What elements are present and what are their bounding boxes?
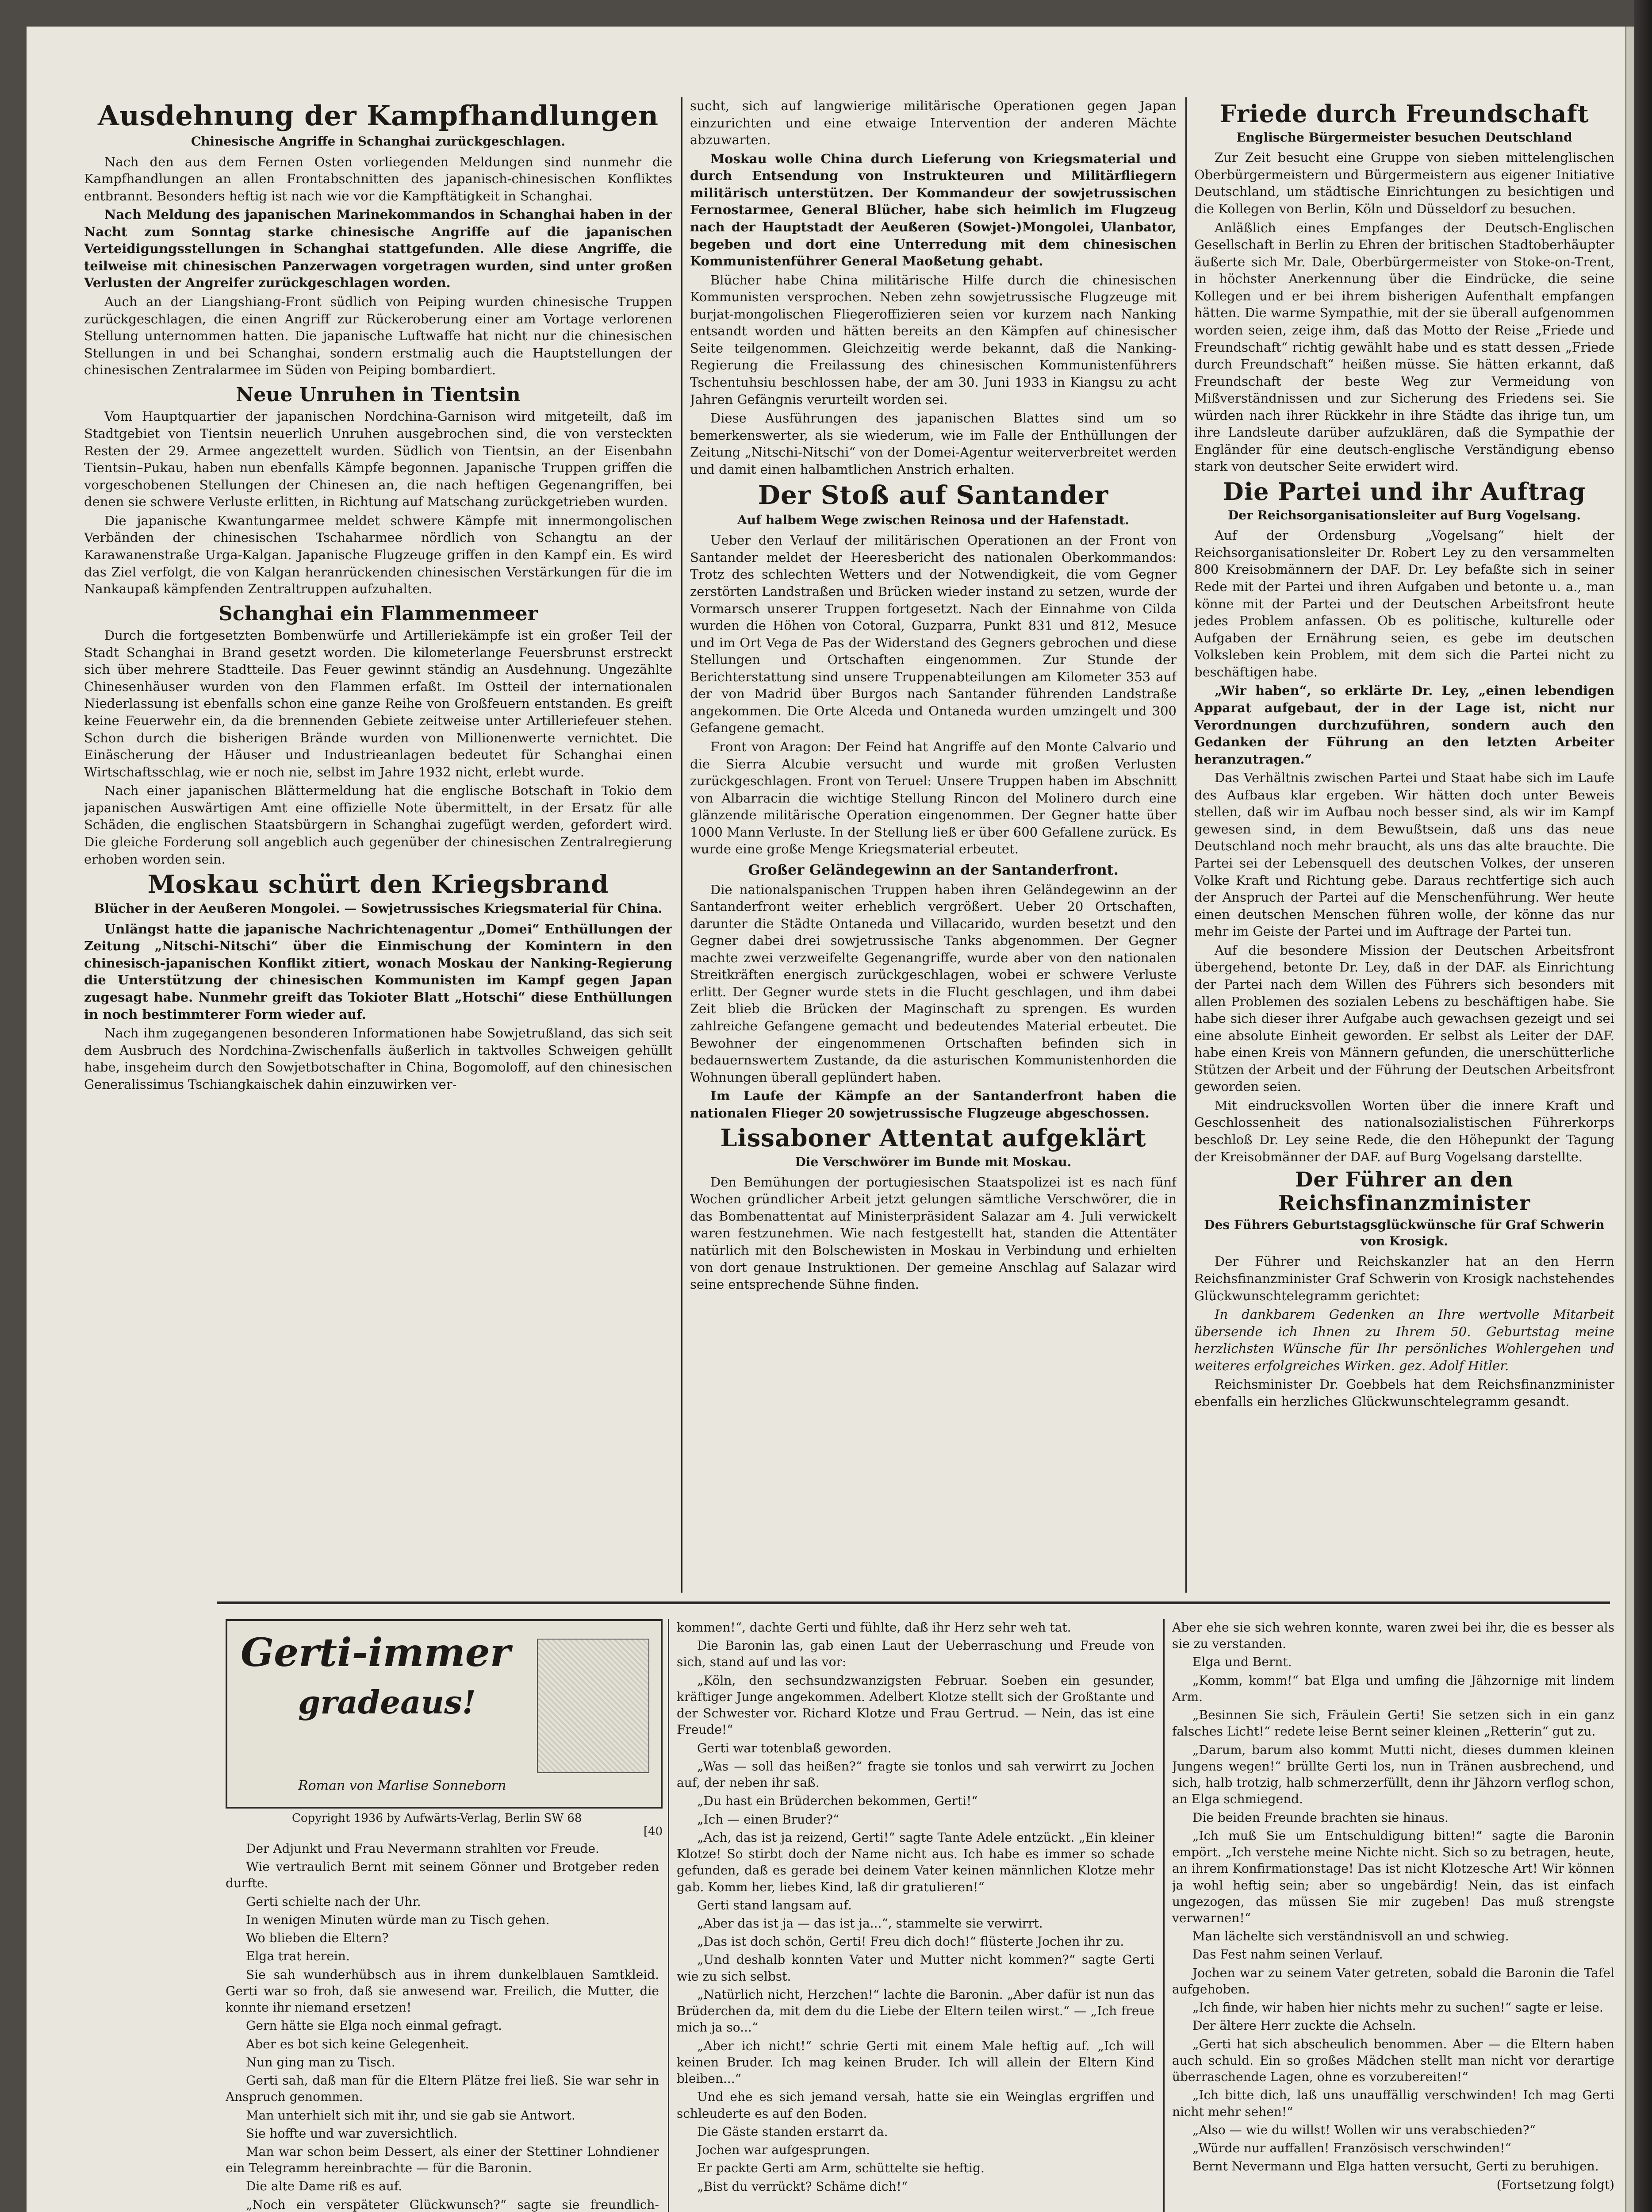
paragraph: „Was — soll das heißen?“ fragte sie tonlos und sah verwirrt zu Jochen auf, der neben ihr saß. [677,1759,1154,1790]
copyright-line: Copyright 1936 by Aufwärts-Verlag, Berlin SW 68 [292,1812,582,1825]
column-2 [690,97,1177,1593]
paragraph: Man lächelte sich verständnisvoll an und schwieg. [1192,1929,1509,1944]
headline-friede: Friede durch Freundschaft [1219,100,1589,128]
paragraph: Die japanische Kwantungarmee meldet schwere Kämpfe mit innermongolischen Verbänden der chinesischen Tschaharmee nördlich von Schangtu an der Karawanenstraße Urga-Kalgan. Japanische Flugzeuge griffen in den Kampf ein. Es wird das Ziel verfolgt, die von Kalgan heranrückenden chinesischen Verstärkungen für die im Nankaupaß kämpfenden Zentraltruppen aufzuhalten. [84,513,672,597]
paragraph: Auf die besondere Mission der Deutschen Arbeitsfront übergehend, betonte Dr. Ley, daß in der DAF. als Einrichtung der Partei nach dem Willen des Führers sich besonders mit allen Problemen des sozialen Lebens zu beschäftigen habe. Sie habe sich dieser ihrer Aufgabe auch gewachsen gezeigt und sei eine absolute Einheit geworden. Er selbst als Leiter der DAF. habe einen Kreis von Männern gefunden, die unerschütterliche Stützen der Arbeit und der Führung der Deutschen Arbeitsfront geworden seien. [1194,942,1614,1094]
subheadline: Der Reichsorganisationsleiter auf Burg Vogelsang. [1227,508,1581,523]
subheadline: Die Verschwörer im Bunde mit Moskau. [795,1154,1072,1169]
paragraph: Elga und Bernt. [1192,1655,1292,1670]
subheadline: Englische Bürgermeister besuchen Deutschland [1236,130,1572,145]
paragraph: Mit eindrucksvollen Worten über die innere Kraft und Geschlossenheit des nationalsozialistischen Führerkorps beschloß Dr. Ley seine Rede, die den Höhepunkt der Tagung der Kreisobmänner der DAF. auf Burg Vogelsang darstellte. [1194,1098,1614,1164]
paragraph: Man unterhielt sich mit ihr, und sie gab sie Antwort. [246,2108,575,2123]
novel-column-2 [677,1619,1154,2212]
headline-moskau: Moskau schürt den Kriegsbrand [147,870,609,899]
headline-lissabon: Lissaboner Attentat aufgeklärt [720,1124,1146,1152]
page-spine [1626,27,1634,2212]
paragraph: Die Baronin las, gab einen Laut der Ueberraschung und Freude von sich, stand auf und las vor: [677,1638,1154,1670]
paragraph: Moskau wolle China durch Lieferung von Kriegsmaterial und durch Entsendung von Instrukteuren und Militärfliegern militärisch unterstützen. Der Kommandeur der sowjetrussischen Fernostarmee, General Blücher, habe sich heimlich im Flugzeug nach der Hauptstadt der Aeußeren (Sowjet-)Mongolei, Ulanbator, begeben und dort eine Unterredung mit dem chinesischen Kommunistenführer General Maoßetung gehabt. [690,151,1177,269]
paragraph: „Das ist doch schön, Gerti! Freu dich doch!“ flüsterte Jochen ihr zu. [697,1934,1124,1949]
paragraph: Auch an der Liangshiang-Front südlich von Peiping wurden chinesische Truppen zurückgeschlagen, die einen Angriff zur Rückeroberung einer am Vortage verlorenen Stellung unternommen hatten. Die japanische Luftwaffe hat nicht nur die chinesischen Stellungen in und bei Schanghai, sondern erstmalig auch die Hauptstellungen der chinesischen Zentralarmee im Süden von Peiping bombardiert. [84,294,672,378]
paragraph: Nach Meldung des japanischen Marinekommandos in Schanghai haben in der Nacht zum Sonntag starke chinesische Angriffe auf die japanischen Verteidigungsstellungen in Schanghai stattgefunden. Alle diese Angriffe, die teilweise mit chinesischen Panzerwagen vorgetragen wurden, sind unter großen Verlusten der Angreifer zurückgeschlagen worden. [84,207,672,291]
paragraph: Aber es bot sich keine Gelegenheit. [246,2036,469,2051]
headline-ausdehnung: Ausdehnung der Kampfhandlungen [97,100,659,132]
paragraph: sucht, sich auf langwierige militärische Operationen gegen Japan einzurichten und eine etwaige Intervention der anderen Mächte abzuwarten. [690,98,1177,148]
paragraph: Nach einer japanischen Blättermeldung hat die englische Botschaft in Tokio dem japanischen Auswärtigen Amt eine offizielle Note übermittelt, in der Ersatz für alle Schäden, die englischen Staatsbürgern in Schanghai zugefügt werden, gefordert wird. Die gleiche Forderung soll angeblich auch gegenüber der chinesischen Zentralregierung erhoben worden sein. [84,783,672,867]
subheadline: Auf halbem Wege zwischen Reinosa und der Hafenstadt. [737,513,1129,528]
paragraph: „Noch ein verspäteter Glückwunsch?“ sagte sie freundlich- [246,2197,659,2212]
paragraph: Auf der Ordensburg „Vogelsang“ hielt der Reichsorganisationsleiter Dr. Robert Ley zu den versammelten 800 Kreisobmännern der DAF. Dr. Ley befaßte sich in seiner Rede mit der Partei und ihren Aufgaben und betonte u. a., man könne mit der Partei und der Deutschen Arbeitsfront heute jedes Problem anfassen. Ob es politische, kulturelle oder Aufgaben der Ernährung seien, es gebe im deutschen Volksleben kein Problem, mit dem sich die Partei nicht zu beschäftigen habe. [1194,528,1614,680]
subheadline: Des Führers Geburtstagsglückwünsche für Graf Schwerin von Krosigk. [1204,1217,1605,1249]
paragraph: In dankbarem Gedenken an Ihre wertvolle Mitarbeit übersende ich Ihnen zu Ihrem 50. Geburtstag meine herzlichsten Wünsche für Ihr persönliches Wohlergehen und weiteres erfolgreiches Wirken. gez. Adolf Hitler. [1194,1307,1614,1373]
paragraph: Er packte Gerti am Arm, schüttelte sie heftig. [697,2161,985,2176]
novel-column-3 [1172,1619,1614,2212]
paragraph: „Ach, das ist ja reizend, Gerti!“ sagte Tante Adele entzückt. „Ein kleiner Klotze! So stirbt doch der Name nicht aus. Ich habe es immer so schade gefunden, daß es gerade bei deinem Vater keinen männlichen Klotze mehr gab. Komm her, liebes Kind, laß dir gratulieren!“ [677,1830,1154,1894]
paragraph: Man war schon beim Dessert, als einer der Stettiner Lohndiener ein Telegramm hereinbrachte — für die Baronin. [226,2144,659,2176]
novel-title-line2: gradeaus! [298,1683,476,1721]
paragraph: Gern hätte sie Elga noch einmal gefragt. [246,2018,502,2033]
paragraph: „Bist du verrückt? Schäme dich!“ [697,2179,908,2194]
paragraph: „Und deshalb konnten Vater und Mutter nicht kommen?“ sagte Gerti wie zu sich selbst. [677,1952,1154,1984]
paragraph: Ueber den Verlauf der militärischen Operationen an der Front von Santander meldet der Heeresbericht des nationalen Oberkommandos: Trotz des schlechten Wetters und der Notwendigkeit, die vom Gegner zerstörten Landstraßen und Brücken wieder instand zu setzen, wurde der Vormarsch unserer Truppen fortgesetzt. Nach der Einnahme von Cilda wurden die Höhen von Cotoral, Guzparra, Punkt 831 und 812, Mesuce und im Ort Vega de Pas der Widerstand des Gegners gebrochen und diese Stellungen und Ortschaften eingenommen. Zur Stunde der Berichterstattung sind unsere Truppenabteilungen am Kilometer 353 auf der von Madrid über Burgos nach Santander führenden Landstraße angekommen. Die Orte Alceda und Ontaneda wurden umzingelt und 300 Gefangene gemacht. [690,533,1177,736]
paragraph: Gerti war totenblaß geworden. [697,1740,892,1755]
paragraph: „Gerti hat sich abscheulich benommen. Aber — die Eltern haben auch schuld. Ein so großes Mädchen stellt man nicht vor derartige überraschende Lagen, ohne es vorzubereiten!“ [1172,2036,1614,2085]
novel-illustration [537,1639,649,1773]
paragraph: „Natürlich nicht, Herzchen!“ lachte die Baronin. „Aber dafür ist nun das Brüderchen da, mit dem du die Liebe der Eltern teilen wirst.“ — „Ich freue mich ja so...“ [677,1987,1154,2035]
paragraph: Die nationalspanischen Truppen haben ihren Geländegewinn an der Santanderfront weiter erheblich vergrößert. Ueber 20 Ortschaften, darunter die Städte Ontaneda und Villacarido, wurden besetzt und den Gegner dabei drei sowjetrussische Tanks abgenommen. Der Gegner machte zwei verzweifelte Gegenangriffe, wurde aber von den nationalen Streitkräften energisch zurückgeschlagen, wobei er schwere Verluste erlitt. Der Gegner wurde stets in die Flucht geschlagen, und ihm dabei Zeit blieb die Brücken der Maginschaft zu sprengen. Es wurden zahlreiche Gefangene gemacht und bedeutendes Material erbeutet. Die Bewohner der eingenommenen Ortschaften befinden sich in bedauernswertem Zustande, da die asturischen Kommunistenhorden die Wohnungen überall geplündert haben. [690,882,1177,1085]
paragraph: „Also — wie du willst! Wollen wir uns verabschieden?“ [1192,2122,1536,2137]
headline-santander: Der Stoß auf Santander [758,480,1109,511]
paragraph: Wie vertraulich Bernt mit seinem Gönner und Brotgeber reden durfte. [226,1859,659,1891]
paragraph: Diese Ausführungen des japanischen Blattes sind um so bemerkenswerter, als sie wiederum, wie im Falle der Enthüllungen der Zeitung „Nitschi-Nitschi“ von der Domei-Agentur weiterverbreitet werden und damit einen halbamtlichen Anstrich erhalten. [690,411,1177,477]
column-divider [681,97,682,1593]
paragraph: Wo blieben die Eltern? [246,1931,389,1946]
paragraph: Unlängst hatte die japanische Nachrichtenagentur „Domei“ Enthüllungen der Zeitung „Nitschi-Nitschi“ über die Einmischung der Komintern in den chinesisch-japanischen Konflikt zitiert, wonach Moskau der Nanking-Regierung die Unterstützung der chinesischen Kommunisten im Kampf gegen Japan zugesagt habe. Nunmehr greift das Tokioter Blatt „Hotschi“ diese Enthüllungen in noch bestimmterer Form wieder auf. [84,921,672,1022]
subheadline: Blücher in der Aeußeren Mongolei. — Sowjetrussisches Kriegsmaterial für China. [94,901,663,916]
section-rule [217,1601,1610,1604]
continuation-note: (Fortsetzung folgt) [1496,2177,1614,2192]
novel-byline: Roman von Marlise Sonneborn [298,1778,506,1793]
paragraph: Nach ihm zugegangenen besonderen Informationen habe Sowjetrußland, das sich seit dem Ausbruch des Nordchina-Zwischenfalls äußerlich in taktvolles Schweigen gehüllt habe, insgeheim durch den Sowjetbotschafter in China, Bogomoloff, auf den chinesischen Generalissimus Tschiangkaischek dahin einzuwirken ver- [84,1025,672,1092]
paragraph: „Aber das ist ja — das ist ja...“, stammelte sie verwirrt. [697,1916,1043,1931]
paragraph: Elga trat herein. [246,1949,350,1964]
paragraph: Der Führer und Reichskanzler hat an den Herrn Reichsfinanzminister Graf Schwerin von Krosigk nachstehendes Glückwunschtelegramm gerichtet: [1194,1254,1614,1303]
paragraph: Und ehe es sich jemand versah, hatte sie ein Weinglas ergriffen und schleuderte es auf den Boden. [677,2089,1154,2121]
paragraph: Sie sah wunderhübsch aus in ihrem dunkelblauen Samtkleid. Gerti war so froh, daß sie anwesend war. Freilich, die Mutter, die konnte ihr niemand ersetzen! [226,1967,659,2015]
paragraph: Der ältere Herr zuckte die Achseln. [1192,2018,1416,2033]
paragraph: „Ich muß Sie um Entschuldigung bitten!“ sagte die Baronin empört. „Ich verstehe meine Nichte nicht. Sich so zu betragen, heute, an ihrem Konfirmationstage! Das ist nicht Klotzesche Art! Wir können ja wohl heftig sein; aber so ungebärdig! Nein, das ist einfach ungezogen, das müssen Sie mir zugeben! Das muß strengste verwarnen!“ [1172,1828,1614,1925]
paragraph: Den Bemühungen der portugiesischen Staatspolizei ist es nach fünf Wochen gründlicher Arbeit jetzt gelungen sämtliche Verschwörer, die in das Bombenattentat auf Ministerpräsident Salazar am 4. Juli verwickelt waren festzunehmen. Wie nach festgestellt hat, standen die Attentäter natürlich mit den Bolschewisten in Moskau in Verbindung und erhielten von dort genaue Instruktionen. Der gemeine Anschlag auf Salazar wird seine entsprechende Sühne finden. [690,1174,1177,1292]
paragraph: Bernt Nevermann und Elga hatten versucht, Gerti zu beruhigen. [1192,2159,1599,2174]
paragraph: Gerti schielte nach der Uhr. [246,1894,421,1909]
paragraph: Nach den aus dem Fernen Osten vorliegenden Meldungen sind nunmehr die Kampfhandlungen an allen Frontabschnitten des japanisch-chinesischen Konfliktes entbrannt. Besonders heftig ist nach wie vor die Kampftätigkeit in Schanghai. [84,154,672,204]
paragraph: Gerti stand langsam auf. [697,1897,852,1912]
novel-title-line1: Gerti-immer [241,1629,511,1675]
paragraph: Front von Aragon: Der Feind hat Angriffe auf den Monte Calvario und die Sierra Alcubie versucht und wurde mit großen Verlusten zurückgeschlagen. Front von Teruel: Unsere Truppen haben im Abschnitt von Albarracin die wichtige Stellung Rincon del Molinero durch eine glänzende militärische Operation eingenommen. Der Gegner hatte über 1000 Mann Verluste. In der Stellung ließ er über 600 Gefallene zurück. Es wurde eine große Menge Kriegsmaterial erbeutet. [690,739,1177,857]
headline-schanghai: Schanghai ein Flammenmeer [218,602,538,625]
column-3 [1194,97,1614,1593]
paragraph: Sie hoffte und war zuversichtlich. [246,2126,458,2141]
paragraph: „Du hast ein Brüderchen bekommen, Gerti!“ [697,1793,978,1809]
paragraph: Der Adjunkt und Frau Nevermann strahlten vor Freude. [246,1841,599,1856]
paragraph: „Würde nur auffallen! Französisch verschwinden!“ [1192,2141,1511,2156]
paragraph: „Komm, komm!“ bat Elga und umfing die Jähzornige mit lindem Arm. [1172,1673,1614,1704]
novel-column-1 [226,1840,659,2212]
headline-partei: Die Partei und ihr Auftrag [1223,477,1586,506]
headline-tientsin: Neue Unruhen in Tientsin [236,383,521,406]
novel-title-box [226,1619,663,1809]
paragraph: „Besinnen Sie sich, Fräulein Gerti! Sie setzen sich in ein ganz falsches Licht!“ redete leise Bernt seiner kleinen „Retterin“ gut zu. [1172,1708,1614,1739]
column-divider [668,1619,669,2212]
paragraph: Reichsminister Dr. Goebbels hat dem Reichsfinanzminister ebenfalls ein herzliches Glückwunschtelegramm gesandt. [1194,1377,1614,1409]
paragraph: Blücher habe China militärische Hilfe durch die chinesischen Kommunisten versprochen. Neben zehn sowjetrussische Flugzeuge mit burjat-mongolischen Fliegeroffizieren seien vor kurzem nach Nanking entsandt worden und hätten bereits an den Kämpfen auf chinesischer Seite teilgenommen. Gleichzeitig werde bekannt, daß die Nanking-Regierung die Freilassung des chinesischen Kommunistenführers Tschentuhsiu beschlossen habe, der am 30. Juni 1933 in Kiangsu zu acht Jahren Gefängnis verurteilt worden sei. [690,272,1177,407]
paragraph: Die Gäste standen erstarrt da. [697,2124,888,2139]
paragraph: „Wir haben“, so erklärte Dr. Ley, „einen lebendigen Apparat aufgebaut, der in der Lage ist, nicht nur Verordnungen durchzuführen, sondern auch den Gedanken der Führung an den letzten Arbeiter heranzutragen.“ [1194,683,1614,767]
column-1 [84,97,672,1593]
paragraph: kommen!“, dachte Gerti und fühlte, daß ihr Herz sehr weh tat. [677,1620,1071,1635]
paragraph: „Ich bitte dich, laß uns unauffällig verschwinden! Ich mag Gerti nicht mehr sehen!“ [1172,2088,1614,2119]
paragraph: Zur Zeit besucht eine Gruppe von sieben mittelenglischen Oberbürgermeistern und Bürgermeistern aus eigener Initiative Deutschland, um städtische Einrichtungen zu besichtigen und die Kollegen von Berlin, Köln und Düsseldorf zu besuchen. [1194,150,1614,217]
paragraph: Das Fest nahm seinen Verlauf. [1192,1947,1383,1962]
headline-fuehrer: Der Führer an den Reichsfinanzminister [1278,1167,1531,1215]
column-divider [1185,97,1187,1593]
paragraph: Jochen war aufgesprungen. [697,2143,870,2158]
paragraph: „Darum, barum also kommt Mutti nicht, dieses dummen kleinen Jungens wegen!“ brüllte Gerti los, nun in Tränen ausbrechend, und sich, halb trotzig, halb schmerzerfüllt, denn ihr Jähzorn verflog schon, an Elga schmiegend. [1172,1742,1614,1807]
book-edge [1634,0,1652,2212]
paragraph: „Aber ich nicht!“ schrie Gerti mit einem Male heftig auf. „Ich will keinen Bruder. Ich mag keinen Bruder. Ich will allein der Eltern Kind bleiben...“ [677,2038,1154,2086]
section-heading: Großer Geländegewinn an der Santanderfront. [748,861,1119,878]
paragraph: Jochen war zu seinem Vater getreten, sobald die Baronin die Tafel aufgehoben. [1172,1965,1614,1997]
paragraph: Die alte Dame riß es auf. [246,2179,402,2194]
paragraph: Vom Hauptquartier der japanischen Nordchina-Garnison wird mitgeteilt, daß im Stadtgebiet von Tientsin neuerlich Unruhen ausgebrochen sind, die von versteckten Resten der 29. Armee angezettelt wurden. Südlich von Tientsin, an der Eisenbahn Tientsin–Pukau, haben nun ebenfalls Kämpfe begonnen. Japanische Truppen griffen die vorgeschobenen Stellungen der Chinesen an, die nach heftigen Gegenangriffen, bei denen sie schwere Verluste erlitten, in Richtung auf Matschang zurückgetrieben wurden. [84,409,672,510]
column-divider [1163,1619,1165,2212]
paragraph: Die beiden Freunde brachten sie hinaus. [1192,1810,1449,1825]
paragraph: „Ich — einen Bruder?“ [697,1812,839,1827]
paragraph: Anläßlich eines Empfanges der Deutsch-Englischen Gesellschaft in Berlin zu Ehren der britischen Stadtoberhäupter äußerte sich Mr. Dale, Oberbürgermeister von Stoke-on-Trent, in höchster Anerkennung über die Eindrücke, die seine Kollegen und er bei ihrem bisherigen Aufenthalt empfangen hätten. Die warme Sympathie, mit der sie überall aufgenommen worden seien, zeige ihm, daß das Motto der Reise „Friede und Freundschaft“ richtig gewählt habe und es statt dessen „Friede durch Freundschaft“ heißen müsse. Sie hätten erkannt, daß Freundschaft der beste Weg zur Vermeidung von Mißverständnissen und zur Sicherung des Friedens sei. Sie würden nach ihrer Rückkehr in ihre Städte das ihrige tun, um ihre Landsleute darüber aufzuklären, daß die Sympathie der Engländer für eine deutsch-englische Verständigung ebenso stark von deutscher Seite erwidert wird. [1194,220,1614,474]
paragraph: In wenigen Minuten würde man zu Tisch gehen. [246,1912,550,1927]
newspaper-page [27,27,1625,2212]
paragraph: „Ich finde, wir haben hier nichts mehr zu suchen!“ sagte er leise. [1192,2000,1603,2015]
paragraph: Aber ehe sie sich wehren konnte, waren zwei bei ihr, die es besser als sie zu verstanden. [1172,1620,1614,1651]
subheadline: Chinesische Angriffe in Schanghai zurückgeschlagen. [191,134,566,149]
paragraph: Durch die fortgesetzten Bombenwürfe und Artilleriekämpfe ist ein großer Teil der Stadt Schanghai in Brand gesetzt worden. Die kilometerlange Feuersbrunst erstreckt sich über mehrere Stadtteile. Das Feuer gewinnt ständig an Ausdehnung. Ungezählte Chinesenhäuser wurden von den Flammen erfaßt. Im Ostteil der internationalen Niederlassung ist ebenfalls schon eine ganze Reihe von Großfeuern entstanden. Es greift keine Feuerwehr ein, da die brennenden Gebiete zeitweise unter Artilleriefeuer stehen. Schon durch die bisherigen Brände wurden von Millionenwerte vernichtet. Die Einäscherung der Häuser und Industrieanlagen bedeutet für Schanghai einen Wirtschaftsschlag, wie er noch nie, selbst im Jahre 1932 nicht, erlebt wurde. [84,628,672,780]
paragraph: „Köln, den sechsundzwanzigsten Februar. Soeben ein gesunder, kräftiger Junge angekommen. Adelbert Klotze stellt sich der Großtante und der Schwester vor. Richard Klotze und Frau Gertrud. — Nein, das ist eine Freude!“ [677,1673,1154,1737]
paragraph: Gerti sah, daß man für die Eltern Plätze frei ließ. Sie war sehr in Anspruch genommen. [226,2073,659,2104]
installment-number: [40 [644,1825,663,1838]
paragraph: Das Verhältnis zwischen Partei und Staat habe sich im Laufe des Aufbaus klar ergeben. Wir hätten doch unter Beweis stellen, daß wir im Aufbau noch besser sind, als wir im Kampf gewesen sind, in dem Bewußtsein, daß uns das neue Deutschland noch mehr braucht, als uns das alte brauchte. Die Partei sei der Lebensquell des deutschen Volkes, der unseren Volke Kraft und Richtung gebe. Daraus rechtfertige sich auch der Anspruch der Partei auf die Menschenführung. Wer heute einen deutschen Menschen führen wolle, der könne das nur mehr im Geiste der Partei und im Auftrage der Partei tun. [1194,770,1614,939]
paragraph: Nun ging man zu Tisch. [246,2055,395,2070]
paragraph: Im Laufe der Kämpfe an der Santanderfront haben die nationalen Flieger 20 sowjetrussische Flugzeuge abgeschossen. [690,1088,1177,1121]
